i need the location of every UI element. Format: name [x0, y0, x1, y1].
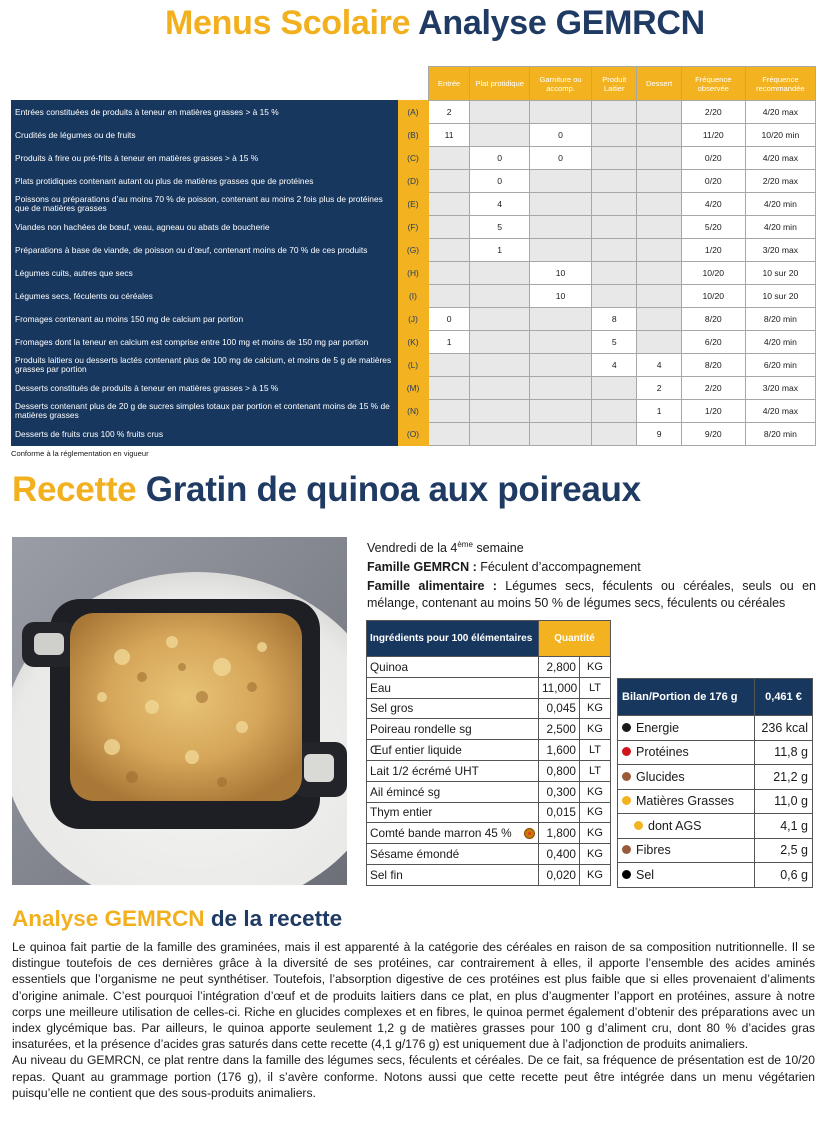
- ingredient-name-cell: [367, 740, 539, 761]
- gemrcn-row: [12, 124, 816, 147]
- gemrcn-cell: 2/20 max: [745, 170, 815, 193]
- gemrcn-cell: [592, 216, 637, 239]
- nutrient-dot-icon: [622, 845, 631, 854]
- ingredient-row: [367, 760, 611, 781]
- gemrcn-cell: [428, 147, 469, 170]
- ingredient-name-cell: [367, 781, 539, 802]
- bilan-header-value: 0,461 €: [755, 679, 813, 716]
- bilan-name-cell: [618, 814, 755, 839]
- bilan-table: [617, 678, 813, 888]
- gemrcn-criterion: Poissons ou préparations d’au moins 70 % de poisson, contenant au moins 2 fois plus de protéines que de matières grasses: [12, 193, 398, 216]
- bilan-name-cell: [618, 789, 755, 814]
- nutrient-dot-icon: [622, 747, 631, 756]
- gemrcn-code: (L): [398, 354, 429, 377]
- gemrcn-row: [12, 216, 816, 239]
- ingredient-row: [367, 781, 611, 802]
- gemrcn-cell: [530, 354, 592, 377]
- ingredient-row: [367, 698, 611, 719]
- gemrcn-criterion: Légumes cuits, autres que secs: [12, 262, 398, 285]
- gemrcn-cell: [592, 377, 637, 400]
- gemrcn-cell: [592, 239, 637, 262]
- gemrcn-cell: [592, 400, 637, 423]
- gemrcn-cell: 10/20: [681, 262, 745, 285]
- gemrcn-cell: 9: [637, 423, 681, 446]
- famille-alimentaire: [367, 578, 816, 612]
- gemrcn-code: (I): [398, 285, 429, 308]
- gemrcn-table: [11, 66, 816, 446]
- ingredient-unit: LT: [580, 677, 611, 698]
- gemrcn-cell: [428, 354, 469, 377]
- gemrcn-cell: 5: [470, 216, 530, 239]
- gemrcn-code: (G): [398, 239, 429, 262]
- bilan-row: [618, 789, 813, 814]
- ingredient-row: [367, 719, 611, 740]
- gemrcn-cell: 2: [637, 377, 681, 400]
- ingredient-name-cell: [367, 719, 539, 740]
- gemrcn-cell: 0: [470, 147, 530, 170]
- ingredient-row: [367, 844, 611, 865]
- bilan-header: [618, 679, 813, 716]
- analysis-paragraph-1: Le quinoa fait partie de la famille des graminées, mais il est apparenté à la catégorie des céréales en raison de sa composition nutritionnelle. Il se distingue toutefois de ces dernières grâce à la diversité de ses protéines, car contrairement à elles, il apporte l’ensemble des acides aminés essentiels que l’organisme ne peut synthétiser. Toutefois, l’absorption digestive de ces protéines est plus faible que si elles provenaient d’aliments d’origine animale. C’est pourquoi l’intégration d’œuf et de produits laitiers dans ce plat, en plus d’augmenter l’apport en protéines, assure à notre corps une meilleure utilisation de celles-ci. Riche en glucides complexes et en fibres, le quinoa permet également d’obtenir des préparations avec un index glycémique bas. Par ailleurs, le quinoa apporte seulement 1,2 g de matières grasses pour 100 g d’aliment cru, dont 80 % d’acides gras insaturées, et la présence d’acides gras saturés dans cette recette (4,1 g/176 g) est uniquement due à l’adjonction de produits animaliers.: [12, 940, 815, 1052]
- gemrcn-cell: 6/20: [681, 331, 745, 354]
- gemrcn-code: (N): [398, 400, 429, 423]
- bilan-name: Protéines: [636, 745, 689, 760]
- gemrcn-row: [12, 101, 816, 124]
- bilan-value: 2,5 g: [755, 838, 813, 863]
- gemrcn-row: [12, 377, 816, 400]
- gemrcn-cell: [637, 193, 681, 216]
- analysis-text: [12, 939, 815, 1101]
- gemrcn-cell: [637, 331, 681, 354]
- gemrcn-cell: 10 sur 20: [745, 262, 815, 285]
- gemrcn-row: [12, 239, 816, 262]
- gemrcn-code: (H): [398, 262, 429, 285]
- nutrient-dot-icon: [622, 723, 631, 732]
- gemrcn-code: (D): [398, 170, 429, 193]
- famille-alimentaire-value: Légumes secs, féculents ou céréales, seuls ou en mélange, contenant au moins 50 % de légumes secs, féculents ou céréales: [367, 579, 817, 611]
- gemrcn-cell: 0/20: [681, 170, 745, 193]
- nutrient-dot-icon: [622, 772, 631, 781]
- gemrcn-row: [12, 354, 816, 377]
- gemrcn-code: (C): [398, 147, 429, 170]
- ingredient-row: [367, 657, 611, 678]
- gemrcn-cell: 0: [470, 170, 530, 193]
- gemrcn-cell: 4/20 min: [745, 193, 815, 216]
- gemrcn-cell: [592, 193, 637, 216]
- gemrcn-cell: [530, 331, 592, 354]
- recipe-title-name: Gratin de quinoa aux poireaux: [145, 470, 641, 509]
- gemrcn-code: (F): [398, 216, 429, 239]
- gemrcn-cell: 10: [530, 285, 592, 308]
- gemrcn-column-header: Fréquence observée: [681, 67, 745, 101]
- ingredient-qty: 2,800: [539, 657, 580, 678]
- bilan-name-cell: [618, 716, 755, 741]
- bilan-name: Matières Grasses: [636, 794, 734, 809]
- gemrcn-cell: 8/20 min: [745, 308, 815, 331]
- gemrcn-cell: 10: [530, 262, 592, 285]
- gemrcn-row: [12, 400, 816, 423]
- analysis-title-part2: de la recette: [210, 906, 343, 931]
- nutrient-dot-icon: [622, 870, 631, 879]
- day-prefix: Vendredi de la 4: [367, 541, 458, 556]
- ingredient-name: Quinoa: [370, 659, 409, 674]
- title-analyse-gemrcn: Analyse GEMRCN: [418, 4, 705, 42]
- gemrcn-cell: 8/20: [681, 308, 745, 331]
- ingredient-unit: KG: [580, 719, 611, 740]
- nutrient-dot-icon: [622, 796, 631, 805]
- bilan-value: 11,8 g: [755, 740, 813, 765]
- ingredient-unit: KG: [580, 698, 611, 719]
- gemrcn-cell: 4/20 max: [745, 147, 815, 170]
- bilan-name-cell: [618, 765, 755, 790]
- bilan-row: [618, 838, 813, 863]
- ingredient-qty: 0,300: [539, 781, 580, 802]
- ingredient-unit: KG: [580, 657, 611, 678]
- gemrcn-cell: [530, 308, 592, 331]
- gemrcn-cell: 1: [470, 239, 530, 262]
- bilan-row: [618, 740, 813, 765]
- gemrcn-criterion: Légumes secs, féculents ou céréales: [12, 285, 398, 308]
- gemrcn-cell: 0/20: [681, 147, 745, 170]
- recipe-title: [12, 470, 641, 510]
- gemrcn-criterion: Desserts de fruits crus 100 % fruits crus: [12, 423, 398, 446]
- gemrcn-column-header: Fréquence recommandée: [745, 67, 815, 101]
- ingredient-name: Lait 1/2 écrémé UHT: [370, 763, 479, 778]
- gemrcn-cell: [428, 193, 469, 216]
- ingredient-qty: 0,400: [539, 844, 580, 865]
- gemrcn-row: [12, 170, 816, 193]
- ingredient-unit: KG: [580, 781, 611, 802]
- gemrcn-row: [12, 262, 816, 285]
- gemrcn-code: (J): [398, 308, 429, 331]
- gemrcn-cell: 2: [428, 101, 469, 124]
- analysis-title-part1: Analyse GEMRCN: [12, 906, 205, 931]
- bilan-name-cell: [618, 863, 755, 888]
- bilan-row: [618, 716, 813, 741]
- gemrcn-cell: [470, 354, 530, 377]
- gemrcn-cell: [530, 400, 592, 423]
- day-suffix: semaine: [472, 541, 524, 556]
- ingredient-unit: LT: [580, 760, 611, 781]
- gemrcn-cell: [470, 101, 530, 124]
- ingredient-name: Poireau rondelle sg: [370, 722, 472, 737]
- ingredient-row: [367, 740, 611, 761]
- ingredients-header: [367, 621, 611, 657]
- bilan-row: [618, 814, 813, 839]
- ingredients-header-name: Ingrédients pour 100 élémentaires: [367, 621, 539, 657]
- gemrcn-cell: [470, 285, 530, 308]
- gemrcn-cell: 5/20: [681, 216, 745, 239]
- gemrcn-cell: [637, 216, 681, 239]
- bilan-value: 11,0 g: [755, 789, 813, 814]
- gemrcn-cell: [592, 262, 637, 285]
- gemrcn-cell: 9/20: [681, 423, 745, 446]
- ingredient-row: [367, 823, 611, 844]
- gemrcn-table-section: [11, 66, 816, 458]
- gemrcn-cell: 4/20 max: [745, 101, 815, 124]
- gemrcn-cell: 10 sur 20: [745, 285, 815, 308]
- recipe-title-label: Recette: [12, 470, 137, 509]
- gemrcn-cell: [592, 101, 637, 124]
- gemrcn-cell: 4/20 min: [745, 216, 815, 239]
- ingredient-name-cell: [367, 823, 539, 844]
- gemrcn-cell: 5: [592, 331, 637, 354]
- famille-gemrcn-label: Famille GEMRCN :: [367, 560, 477, 575]
- gemrcn-cell: [637, 170, 681, 193]
- gemrcn-criterion: Crudités de légumes ou de fruits: [12, 124, 398, 147]
- ingredient-qty: 0,800: [539, 760, 580, 781]
- gemrcn-cell: [637, 124, 681, 147]
- gemrcn-cell: [428, 285, 469, 308]
- bilan-name: dont AGS: [648, 818, 702, 833]
- gemrcn-header-row: [12, 67, 816, 101]
- day-sup: ème: [457, 540, 473, 549]
- gemrcn-cell: [428, 262, 469, 285]
- gemrcn-cell: [428, 423, 469, 446]
- gemrcn-column-header: Entrée: [428, 67, 469, 101]
- gemrcn-cell: 1/20: [681, 400, 745, 423]
- gemrcn-cell: [530, 101, 592, 124]
- gemrcn-cell: [530, 170, 592, 193]
- gemrcn-cell: 1: [428, 331, 469, 354]
- gemrcn-row: [12, 147, 816, 170]
- gemrcn-criterion: Produits laitiers ou desserts lactés contenant plus de 100 mg de calcium, et moins de 5 g de matières grasses par portion: [12, 354, 398, 377]
- ingredient-name-cell: [367, 864, 539, 885]
- ingredient-name-cell: [367, 760, 539, 781]
- ingredient-name: Œuf entier liquide: [370, 743, 462, 758]
- gemrcn-cell: [592, 423, 637, 446]
- ingredient-unit: KG: [580, 823, 611, 844]
- recipe-info: [367, 536, 816, 614]
- ingredient-name: Sel gros: [370, 701, 414, 716]
- ingredient-qty: 11,000: [539, 677, 580, 698]
- title-menus-scolaire: Menus Scolaire: [165, 4, 411, 42]
- ingredient-name: Comté bande marron 45 %: [370, 826, 512, 841]
- bilan-row: [618, 863, 813, 888]
- gemrcn-criterion: Fromages dont la teneur en calcium est comprise entre 100 mg et moins de 150 mg par portion: [12, 331, 398, 354]
- gemrcn-cell: 3/20 max: [745, 239, 815, 262]
- gemrcn-cell: [470, 331, 530, 354]
- gemrcn-criterion: Préparations à base de viande, de poisson ou d’œuf, contenant moins de 70 % de ces produits: [12, 239, 398, 262]
- analysis-title: [12, 906, 342, 932]
- ingredient-name: Ail émincé sg: [370, 784, 441, 799]
- dish-photo: [12, 537, 347, 885]
- bilan-name: Sel: [636, 867, 655, 882]
- gemrcn-cell: [637, 308, 681, 331]
- ingredient-unit: LT: [580, 740, 611, 761]
- famille-gemrcn: [367, 559, 816, 576]
- ingredients-header-qty: Quantité: [539, 621, 611, 657]
- gemrcn-cell: 4: [592, 354, 637, 377]
- bilan-value: 236 kcal: [755, 716, 813, 741]
- gemrcn-column-header: Dessert: [637, 67, 681, 101]
- aop-label-icon: [524, 828, 535, 839]
- bilan-name: Glucides: [636, 769, 685, 784]
- ingredient-qty: 2,500: [539, 719, 580, 740]
- gemrcn-cell: [530, 423, 592, 446]
- gemrcn-criterion: Fromages contenant au moins 150 mg de calcium par portion: [12, 308, 398, 331]
- bilan-name-cell: [618, 838, 755, 863]
- gemrcn-cell: 0: [530, 124, 592, 147]
- gemrcn-cell: [428, 400, 469, 423]
- gemrcn-criterion: Produits à frire ou pré-frits à teneur en matières grasses > à 15 %: [12, 147, 398, 170]
- gemrcn-cell: [530, 193, 592, 216]
- ingredient-name: Sel fin: [370, 867, 403, 882]
- bilan-value: 0,6 g: [755, 863, 813, 888]
- gemrcn-row: [12, 285, 816, 308]
- bilan-name: Energie: [636, 720, 680, 735]
- gemrcn-cell: 8/20 min: [745, 423, 815, 446]
- gemrcn-cell: 11: [428, 124, 469, 147]
- gemrcn-cell: 10/20: [681, 285, 745, 308]
- recipe-day: [367, 536, 816, 557]
- ingredient-name-cell: [367, 698, 539, 719]
- gemrcn-cell: 6/20 min: [745, 354, 815, 377]
- bilan-row: [618, 765, 813, 790]
- ingredient-name: Eau: [370, 680, 391, 695]
- ingredient-name: Thym entier: [370, 805, 433, 820]
- bilan-header-label: Bilan/Portion de 176 g: [618, 679, 755, 716]
- ingredient-qty: 0,015: [539, 802, 580, 823]
- gemrcn-cell: 4/20: [681, 193, 745, 216]
- nutrient-dot-icon: [634, 821, 643, 830]
- bilan-value: 4,1 g: [755, 814, 813, 839]
- gemrcn-criterion: Desserts contenant plus de 20 g de sucres simples totaux par portion et contenant moins de 15 % de matières grasses: [12, 400, 398, 423]
- gemrcn-criterion: Entrées constituées de produits à teneur en matières grasses > à 15 %: [12, 101, 398, 124]
- gemrcn-cell: [470, 262, 530, 285]
- gemrcn-cell: 3/20 max: [745, 377, 815, 400]
- analysis-paragraph-2: Au niveau du GEMRCN, ce plat rentre dans la famille des légumes secs, féculents et céréales. De ce fait, sa fréquence de présentation est de 10/20 repas. Quant au grammage portion (176 g), il s’avère conforme. Notons aussi que cette recette peut être intégrée dans un menu végétarien puisqu’elle ne contient que des sous-produits animaliers.: [12, 1053, 815, 1100]
- ingredient-row: [367, 677, 611, 698]
- gemrcn-cell: [428, 216, 469, 239]
- gemrcn-code: (B): [398, 124, 429, 147]
- ingredient-name-cell: [367, 844, 539, 865]
- gemrcn-column-header: Garniture ou accomp.: [530, 67, 592, 101]
- ingredient-unit: KG: [580, 864, 611, 885]
- bilan-name: Fibres: [636, 843, 671, 858]
- ingredient-unit: KG: [580, 802, 611, 823]
- gemrcn-cell: 1: [637, 400, 681, 423]
- gemrcn-cell: 8/20: [681, 354, 745, 377]
- gemrcn-cell: [470, 124, 530, 147]
- gemrcn-cell: 4/20 min: [745, 331, 815, 354]
- gemrcn-cell: [637, 239, 681, 262]
- ingredient-qty: 0,045: [539, 698, 580, 719]
- gemrcn-cell: [428, 239, 469, 262]
- gemrcn-cell: 4: [470, 193, 530, 216]
- gemrcn-row: [12, 193, 816, 216]
- gemrcn-cell: [637, 285, 681, 308]
- gemrcn-code: (K): [398, 331, 429, 354]
- gemrcn-cell: 0: [530, 147, 592, 170]
- gemrcn-row: [12, 423, 816, 446]
- famille-alimentaire-label: Famille alimentaire :: [367, 579, 497, 594]
- famille-gemrcn-value: Féculent d’accompagnement: [476, 560, 641, 575]
- conformity-note: Conforme à la réglementation en vigueur: [11, 449, 149, 458]
- gemrcn-criterion: Desserts constitués de produits à teneur en matières grasses > à 15 %: [12, 377, 398, 400]
- gemrcn-code: (M): [398, 377, 429, 400]
- bilan-value: 21,2 g: [755, 765, 813, 790]
- gemrcn-column-header: Produit Laitier: [592, 67, 637, 101]
- gemrcn-cell: [428, 377, 469, 400]
- ingredient-row: [367, 864, 611, 885]
- ingredient-name: Sésame émondé: [370, 847, 460, 862]
- page-title: [165, 4, 705, 43]
- gemrcn-cell: [592, 285, 637, 308]
- gemrcn-cell: 1/20: [681, 239, 745, 262]
- ingredient-unit: KG: [580, 844, 611, 865]
- gemrcn-cell: [470, 423, 530, 446]
- gemrcn-cell: [470, 308, 530, 331]
- gemrcn-criterion: Viandes non hachées de bœuf, veau, agneau ou abats de boucherie: [12, 216, 398, 239]
- gemrcn-code: (A): [398, 101, 429, 124]
- gemrcn-code: (O): [398, 423, 429, 446]
- gemrcn-cell: 0: [428, 308, 469, 331]
- gemrcn-code: (E): [398, 193, 429, 216]
- ingredient-name-cell: [367, 677, 539, 698]
- gemrcn-criterion: Plats protidiques contenant autant ou plus de matières grasses que de protéines: [12, 170, 398, 193]
- gemrcn-row: [12, 331, 816, 354]
- gemrcn-header-blank: [12, 67, 398, 101]
- gemrcn-cell: 8: [592, 308, 637, 331]
- gemrcn-cell: [592, 147, 637, 170]
- gemrcn-cell: [530, 239, 592, 262]
- gemrcn-cell: 4/20 max: [745, 400, 815, 423]
- ingredient-qty: 0,020: [539, 864, 580, 885]
- gemrcn-cell: [470, 400, 530, 423]
- gemrcn-cell: [637, 262, 681, 285]
- gemrcn-cell: 4: [637, 354, 681, 377]
- gemrcn-row: [12, 308, 816, 331]
- gemrcn-cell: 2/20: [681, 101, 745, 124]
- gemrcn-cell: [637, 147, 681, 170]
- ingredients-table: [366, 620, 611, 886]
- ingredient-row: [367, 802, 611, 823]
- gemrcn-cell: [530, 377, 592, 400]
- gemrcn-cell: [470, 377, 530, 400]
- gemrcn-cell: 10/20 min: [745, 124, 815, 147]
- ingredient-qty: 1,800: [539, 823, 580, 844]
- bilan-name-cell: [618, 740, 755, 765]
- ingredient-name-cell: [367, 802, 539, 823]
- gemrcn-cell: [592, 124, 637, 147]
- gemrcn-column-header: Plat protidique: [470, 67, 530, 101]
- ingredient-name-cell: [367, 657, 539, 678]
- ingredient-qty: 1,600: [539, 740, 580, 761]
- gemrcn-cell: [428, 170, 469, 193]
- gemrcn-cell: [637, 101, 681, 124]
- gemrcn-cell: [592, 170, 637, 193]
- gemrcn-cell: [530, 216, 592, 239]
- gemrcn-cell: 2/20: [681, 377, 745, 400]
- gemrcn-header-blank: [398, 67, 429, 101]
- gemrcn-cell: 11/20: [681, 124, 745, 147]
